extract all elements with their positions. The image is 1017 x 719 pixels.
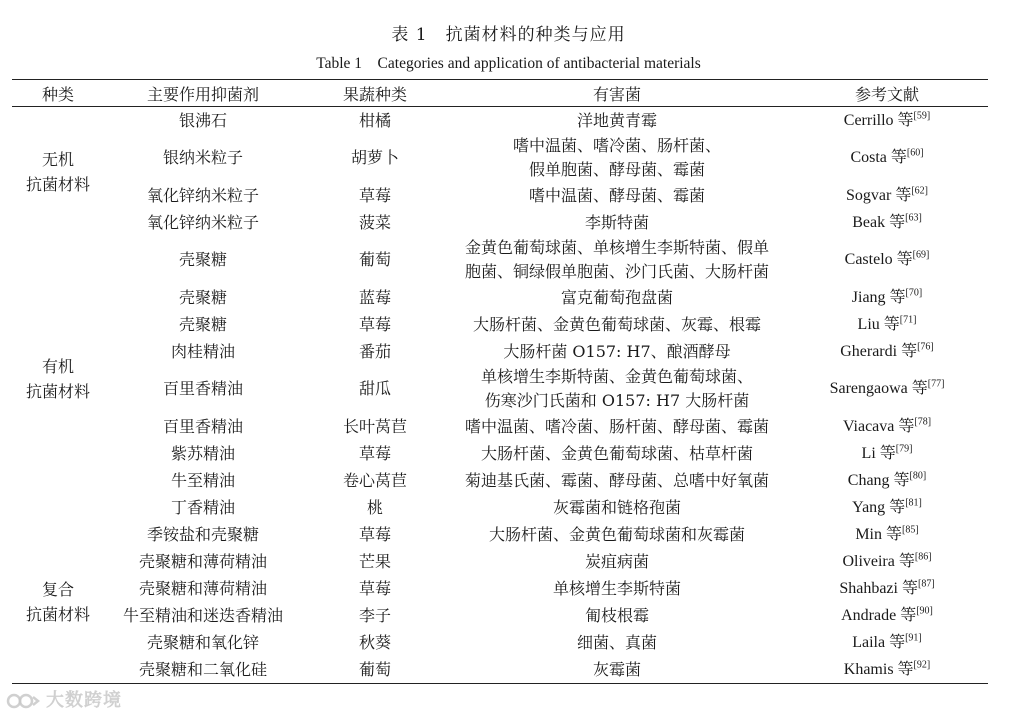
reference-cell: Khamis 等[92] — [843, 659, 931, 678]
bacteria-cell: 匍枝根霉 — [584, 605, 649, 625]
fruit-cell: 长叶莴苣 — [342, 416, 407, 436]
reference-cell: Shahbazi 等[87] — [839, 578, 935, 597]
fruit-cell: 草莓 — [358, 578, 391, 598]
reference-cell: Andrade 等[90] — [841, 605, 933, 624]
table-row — [12, 656, 988, 684]
table-row — [12, 521, 988, 548]
table-row — [12, 548, 988, 575]
table-row — [12, 209, 988, 236]
bacteria-cell: 嗜中温菌、酵母菌、霉菌 — [528, 185, 705, 205]
agent-cell: 丁香精油 — [170, 497, 235, 517]
fruit-cell: 葡萄 — [358, 250, 391, 269]
agent-cell: 银沸石 — [178, 110, 227, 130]
table-row — [12, 602, 988, 629]
bacteria-cell: 洋地黄青霉 — [576, 110, 657, 130]
bacteria-cell: 大肠杆菌、金黄色葡萄球菌、灰霉、根霉 — [472, 314, 761, 334]
bacteria-cell: 大肠杆菌、金黄色葡萄球菌、枯草杆菌 — [480, 443, 753, 463]
watermark-logo-icon — [6, 691, 40, 711]
table-row — [12, 311, 988, 338]
table-row — [12, 284, 988, 311]
agent-cell: 氧化锌纳米粒子 — [146, 185, 259, 205]
category-inorganic: 无机 抗菌材料 — [25, 149, 90, 194]
bacteria-cell: 金黄色葡萄球菌、单核增生李斯特菌、假单 胞菌、铜绿假单胞菌、沙门氏菌、大肠杆菌 — [464, 238, 769, 281]
header-agent: 主要作用抑菌剂 — [104, 80, 302, 107]
header-fruit: 果蔬种类 — [302, 80, 448, 107]
bacteria-cell: 嗜中温菌、嗜冷菌、肠杆菌、酵母菌、霉菌 — [464, 416, 769, 436]
fruit-cell: 秋葵 — [358, 632, 391, 652]
table-row — [12, 107, 988, 135]
bacteria-cell: 灰霉菌 — [592, 659, 641, 679]
reference-cell: Min 等[85] — [855, 524, 919, 543]
bacteria-cell: 大肠杆菌、金黄色葡萄球菌和灰霉菌 — [488, 524, 745, 544]
table-row — [12, 494, 988, 521]
bacteria-cell: 炭疽病菌 — [584, 551, 649, 571]
fruit-cell: 番茄 — [358, 341, 391, 361]
reference-cell: Sogvar 等[62] — [845, 185, 928, 204]
fruit-cell: 李子 — [358, 605, 391, 625]
fruit-cell: 甜瓜 — [358, 379, 391, 398]
table-row — [12, 575, 988, 602]
header-row — [12, 80, 988, 107]
agent-cell: 百里香精油 — [162, 379, 243, 398]
reference-cell: Liu 等[71] — [857, 314, 917, 333]
reference-cell: Beak 等[63] — [852, 212, 922, 231]
antibacterial-materials-table — [12, 79, 988, 684]
agent-cell: 牛至精油 — [170, 470, 235, 490]
fruit-cell: 草莓 — [358, 314, 391, 334]
agent-cell: 壳聚糖 — [178, 314, 227, 334]
bacteria-cell: 富克葡萄孢盘菌 — [560, 287, 673, 307]
table-caption-cn: 表 1 抗菌材料的种类与应用 — [391, 25, 626, 45]
agent-cell: 壳聚糖 — [178, 250, 227, 269]
table-row — [12, 440, 988, 467]
agent-cell: 肉桂精油 — [170, 341, 235, 361]
table-row — [12, 182, 988, 209]
watermark — [6, 686, 122, 712]
reference-cell: Chang 等[80] — [847, 470, 927, 489]
bacteria-cell: 菊迪基氏菌、霉菌、酵母菌、总嗜中好氧菌 — [464, 470, 769, 490]
bacteria-cell: 细菌、真菌 — [576, 632, 657, 652]
reference-cell: Yang 等[81] — [852, 497, 922, 516]
agent-cell: 壳聚糖和薄荷精油 — [138, 578, 267, 598]
fruit-cell: 菠菜 — [358, 212, 391, 232]
header-reference: 参考文献 — [786, 80, 988, 107]
reference-cell: Cerrillo 等[59] — [843, 110, 931, 129]
agent-cell: 壳聚糖和二氧化硅 — [138, 659, 267, 679]
fruit-cell: 草莓 — [358, 524, 391, 544]
header-bacteria: 有害菌 — [448, 80, 786, 107]
fruit-cell: 卷心莴苣 — [342, 470, 407, 490]
header-category: 种类 — [12, 80, 104, 107]
agent-cell: 季铵盐和壳聚糖 — [146, 524, 259, 544]
table-caption-en: Table 1 Categories and application of antibacterial materials — [316, 55, 701, 72]
fruit-cell: 芒果 — [358, 551, 391, 571]
bacteria-cell: 单核增生李斯特菌、金黄色葡萄球菌、 伤寒沙门氏菌和 O157: H7 大肠杆菌 — [480, 367, 753, 410]
reference-cell: Sarengaowa 等[77] — [829, 378, 945, 397]
reference-cell: Castelo 等[69] — [844, 249, 930, 268]
table-row — [12, 365, 988, 413]
fruit-cell: 桃 — [366, 497, 383, 517]
table-row — [12, 134, 988, 182]
agent-cell: 壳聚糖和薄荷精油 — [138, 551, 267, 571]
bacteria-cell: 大肠杆菌 O157: H7、酿酒酵母 — [503, 341, 731, 361]
watermark-text: 大数跨境 — [46, 690, 122, 711]
table-row — [12, 629, 988, 656]
bacteria-cell: 单核增生李斯特菌 — [552, 578, 681, 598]
agent-cell: 银纳米粒子 — [162, 148, 243, 167]
table-row — [12, 338, 988, 365]
fruit-cell: 柑橘 — [358, 110, 391, 130]
agent-cell: 壳聚糖 — [178, 287, 227, 307]
agent-cell: 紫苏精油 — [170, 443, 235, 463]
reference-cell: Jiang 等[70] — [851, 287, 923, 306]
agent-cell: 壳聚糖和氧化锌 — [146, 632, 259, 652]
reference-cell: Viacava 等[78] — [842, 416, 932, 435]
fruit-cell: 草莓 — [358, 185, 391, 205]
fruit-cell: 草莓 — [358, 443, 391, 463]
reference-cell: Costa 等[60] — [850, 147, 924, 166]
fruit-cell: 葡萄 — [358, 659, 391, 679]
reference-cell: Gherardi 等[76] — [840, 341, 934, 360]
agent-cell: 氧化锌纳米粒子 — [146, 212, 259, 232]
table-row — [12, 467, 988, 494]
category-organic: 有机 抗菌材料 — [25, 356, 90, 401]
category-composite: 复合 抗菌材料 — [25, 580, 90, 624]
table-row — [12, 236, 988, 284]
bacteria-cell: 灰霉菌和链格孢菌 — [552, 497, 681, 517]
reference-cell: Oliveira 等[86] — [842, 551, 932, 570]
bacteria-cell: 李斯特菌 — [584, 212, 649, 232]
reference-cell: Laila 等[91] — [852, 632, 922, 651]
table-row — [12, 413, 988, 440]
agent-cell: 牛至精油和迷迭香精油 — [122, 605, 283, 625]
bacteria-cell: 嗜中温菌、嗜冷菌、肠杆菌、 假单胞菌、酵母菌、霉菌 — [512, 136, 721, 179]
fruit-cell: 蓝莓 — [358, 287, 391, 307]
agent-cell: 百里香精油 — [162, 416, 243, 436]
reference-cell: Li 等[79] — [861, 443, 913, 462]
fruit-cell: 胡萝卜 — [350, 148, 399, 167]
